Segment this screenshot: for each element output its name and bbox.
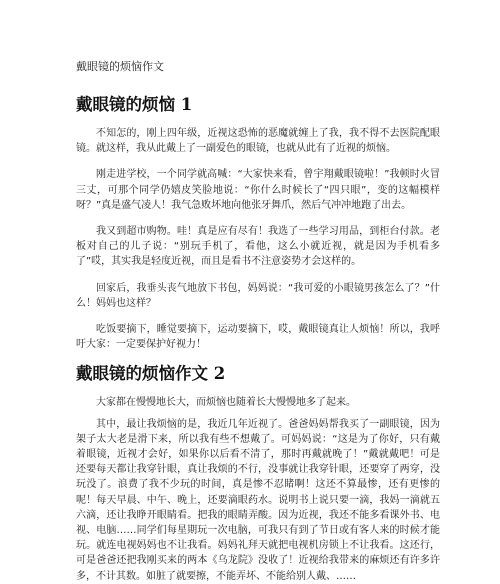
section-1-paragraph-4: 回家后，我垂头丧气地放下书包，妈妈说：“我可爱的小眼镜男孩怎么了？”什么！妈妈也这样？ xyxy=(76,282,440,309)
section-1-paragraph-3: 我又到超市购物。哇！真是应有尽有！我选了一些学习用品，到柜台付款。老板对自己的儿子说：“别玩手机了，看他，这么小就近视，就是因为手机看多了”哎，其实我是轻度近视，而且是看书不注意姿势才会这样的。 xyxy=(76,226,440,268)
section-1-paragraph-1: 不知怎的，刚上四年级，近视这恐怖的恶魔就缠上了我，我不得不去医院配眼镜。就这样，我从此戴上了一副爱色的眼镜，也就从此有了近视的烦恼。 xyxy=(76,128,440,155)
section-1 xyxy=(76,94,440,352)
section-1-paragraph-5: 吃饭要摘下，睡觉要摘下，运动要摘下，哎，戴眼镜真让人烦恼！所以，我呼吁大家：一定要保护好视力！ xyxy=(76,324,440,351)
section-2 xyxy=(76,363,440,583)
section-2-paragraph-2: 其中，最让我烦恼的是，我近几年近视了。爸爸妈妈帮我买了一副眼镜，因为架子太大老是滑下来，所以我有些不想戴了。可妈妈说：“这是为了你好，只有戴着眼镜，近视才会好，如果你以后看不清了，那时再戴就晚了！”戴就戴吧！可是还要每天都让我穿针眼，真让我烦的不行，没事就让我穿针眼，还要穿了两穿，没玩没了。浪费了我不少玩的时间，真是惨不忍睹啊！这还不算最惨，还有更惨的呢！每天早晨、中午、晚上，还要滴眼药水。说明书上说只要一滴，我妈一滴就五六滴，还让我睁开眼睛看。把我的眼睛弄酸。因为近视，我还不能多看课外书、电视、电脑……同学们每星期玩一次电脑，可我只有到了节日或有客人来的时候才能玩。就连电视妈妈也不让我看。妈妈礼拜天就把电视机房锁上不让我看。这还行，可是爸爸还把我刚买来的两本《乌龙院》没收了！近视给我带来的麻烦还有许多许多，不计其数。如脏了就要擦，不能弄坏、不能给别人戴、…… xyxy=(76,418,440,582)
section-1-heading: 戴眼镜的烦恼 1 xyxy=(76,95,193,114)
section-2-heading: 戴眼镜的烦恼作文 2 xyxy=(76,364,226,384)
document-title: 戴眼镜的烦恼作文 xyxy=(76,60,164,73)
section-2-paragraph-1: 大家都在慢慢地长大，而烦恼也随着长大慢慢地多了起来。 xyxy=(96,397,356,409)
section-1-paragraph-2: 刚走进学校，一个同学就高喊：“大家快来看，曾宇翔戴眼镜啦！”我顿时火冒三丈，可那个同学仍嬉皮笑脸地说：“你什么时候长了“四只眼”，变的这幅模样呀？”真是盛气凌人！我气急败坏地向他张牙舞爪，然后气冲冲地跑了出去。 xyxy=(76,169,440,211)
